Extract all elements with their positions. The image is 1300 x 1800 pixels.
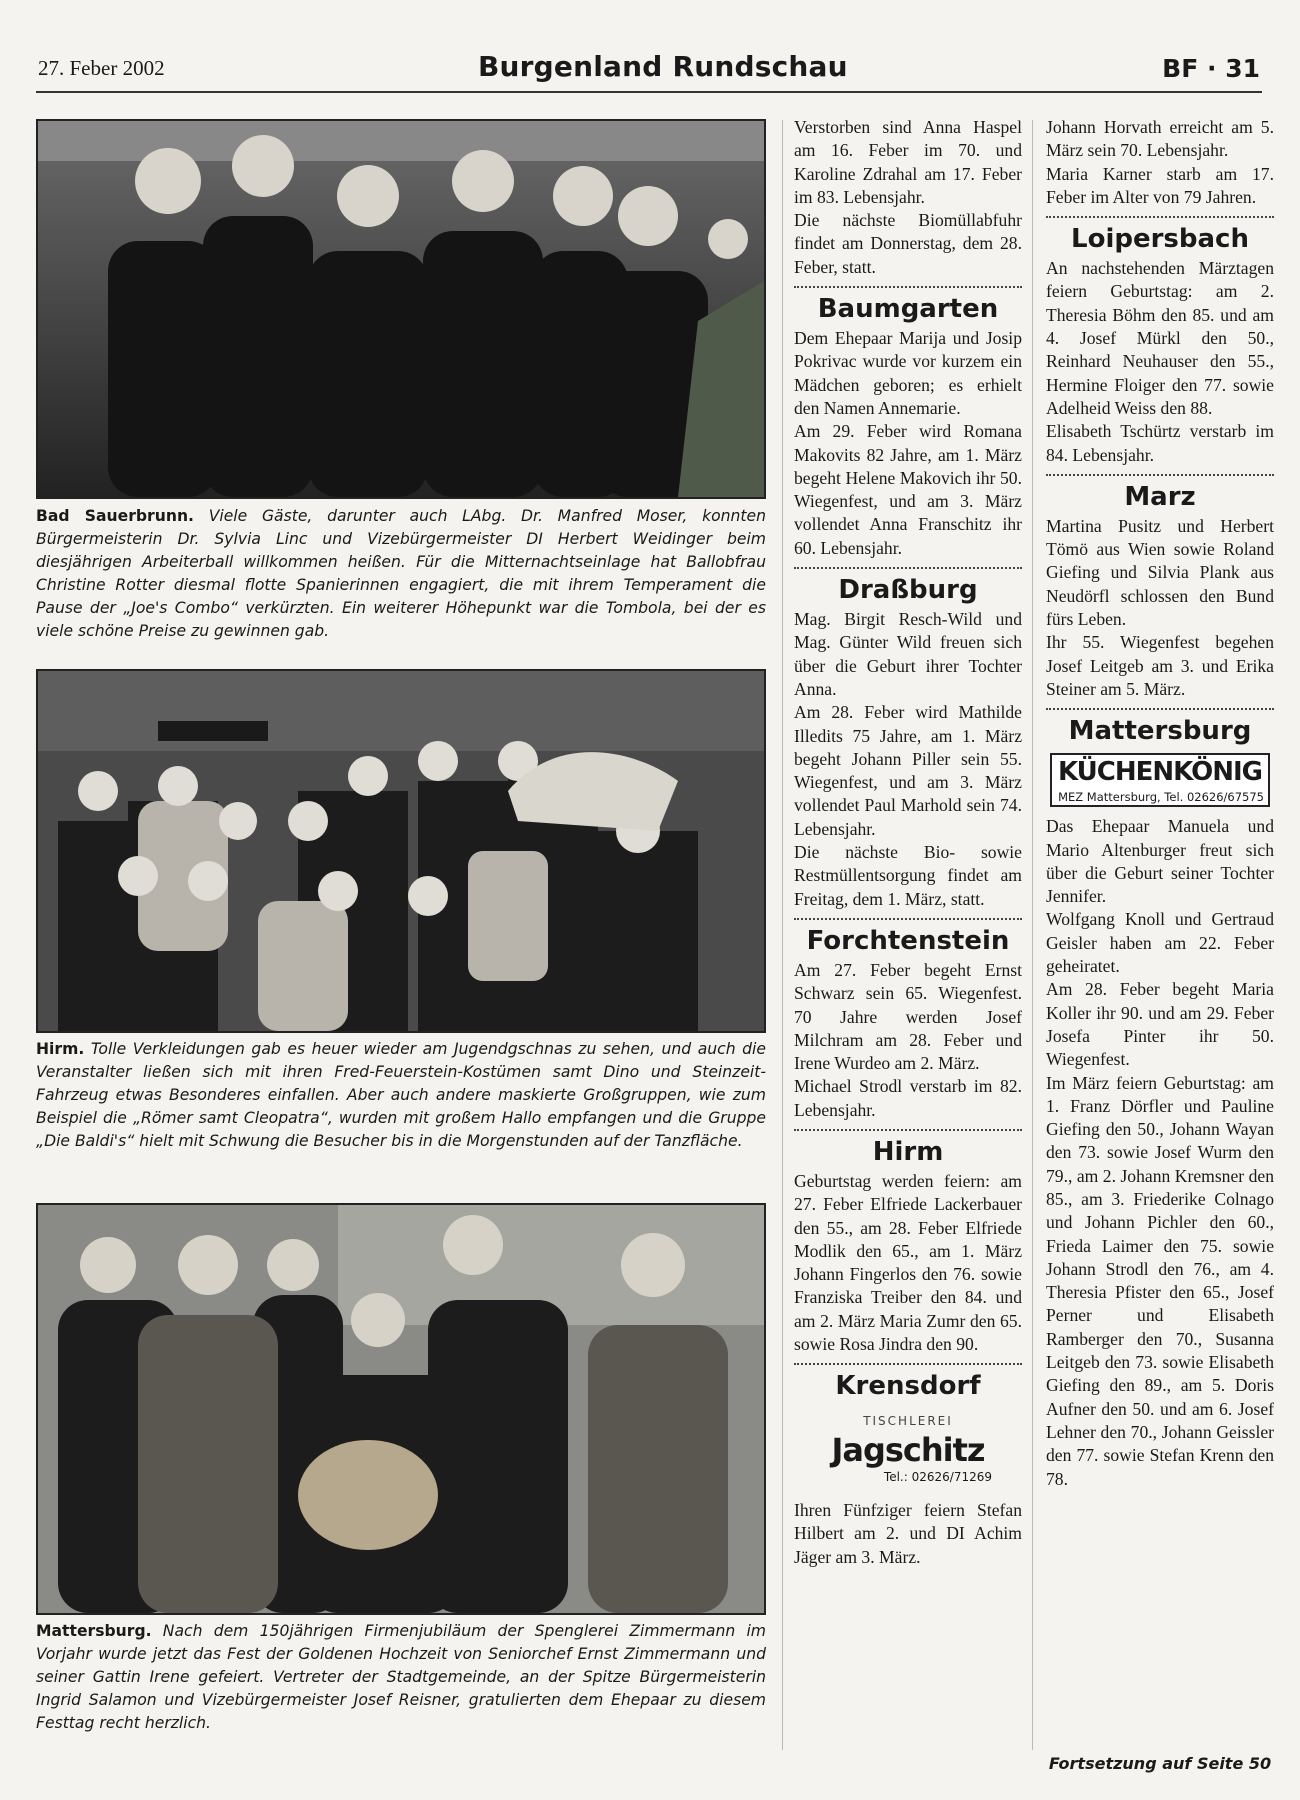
section-paragraph: Mag. Birgit Resch-Wild und Mag. Günter Wild freuen sich über die Geburt ihrer Tochter Anna.	[794, 609, 1022, 699]
dotted-divider	[1046, 708, 1274, 710]
dotted-divider	[794, 1363, 1022, 1365]
newspaper-title: Burgenland Rundschau	[478, 50, 848, 83]
photo-hirm	[36, 669, 766, 1033]
dotted-divider	[1046, 216, 1274, 218]
section-paragraph: Am 28. Feber wird Mathilde Illedits 75 Jahre, am 1. März begeht Johann Piller sein 55. Wiegenfest, und am 3. März vollendet Paul Marhold sein 74. Lebensjahr.	[794, 702, 1022, 839]
section-title: Forchtenstein	[806, 925, 1010, 956]
ad-tagline: TISCHLEREI	[863, 1414, 953, 1429]
ad-jagschitz	[794, 1410, 1022, 1489]
photo-bad-sauerbrunn	[36, 119, 766, 499]
photo-mattersburg	[36, 1203, 766, 1615]
section-paragraph: Martina Pusitz und Herbert Tömö aus Wien sowie Roland Giefing und Silvia Plank aus Neudörfl schlossen den Bund fürs Leben.	[1046, 515, 1274, 630]
section-paragraph: Dem Ehepaar Marija und Josip Pokrivac wurde vor kurzem ein Mädchen geboren; es erhielt den Namen Annemarie.	[794, 328, 1022, 418]
section-paragraph: Wolfgang Knoll und Gertraud Geisler haben am 22. Feber geheiratet.	[1046, 909, 1274, 977]
dotted-divider	[794, 567, 1022, 569]
section-paragraph: Das Ehepaar Manuela und Mario Altenburger freut sich über die Geburt seiner Tochter Jennifer.	[1046, 816, 1274, 907]
section-paragraph: Am 27. Feber begeht Ernst Schwarz sein 65. Wiegenfest. 70 Jahre werden Josef Milchram am 28. Feber und Irene Wurdeo am 2. März.	[794, 959, 1022, 1074]
waste-notice: Die nächste Biomüllabfuhr findet am Donnerstag, dem 28. Feber, statt.	[794, 210, 1022, 277]
death-notice: Maria Karner starb am 17. Feber im Alter von 79 Jahren.	[1046, 163, 1274, 207]
dotted-divider	[1046, 474, 1274, 476]
news-column-1	[794, 116, 1022, 1569]
ad-phone: Tel.: 02626/71269	[883, 1469, 992, 1484]
section-paragraph: Im März feiern Geburtstag: am 1. Franz Dörfler und Pauline Giefing den 50., Johann Wayan den 73. sowie Josef Wurm den 79., am 2. Johann Kremsner den 85., am 3. Friederike Colnago und Johann Pichler den 60., Frieda Laimer den 75. sowie Johann Strodl den 76., am 4. Theresia Pfister den 65., Josef Perner und Elisabeth Ramberger den 70., Susanna Leitgeb den 73. sowie Elisabeth Giefing den 89., am 5. Doris Aufner den 50. und am 6. Josef Lehner den 70., Johann Geissler den 77. sowie Stefan Krenn den 78.	[1046, 1072, 1274, 1489]
page-number: BF · 31	[1162, 54, 1260, 83]
section-title: Krensdorf	[835, 1371, 981, 1402]
ad-kuechenkoenig	[1050, 753, 1270, 807]
issue-date: 27. Feber 2002	[38, 56, 165, 80]
section-paragraph: Geburtstag werden feiern: am 27. Feber Elfriede Lackerbauer den 55., am 28. Feber Elfriede Modlik den 65., am 1. März Johann Fingerlos den 76. sowie Franziska Treiber den 84. und am 2. März Maria Zumr den 65. sowie Rosa Jindra den 90.	[794, 1170, 1022, 1355]
dotted-divider	[794, 286, 1022, 288]
section-paragraph: An nachstehenden Märztagen feiern Geburtstag: am 2. Theresia Böhm den 85. und am 4. Josef Mürkl den 50., Reinhard Neuhauser den 55., Hermine Floiger den 77. sowie Adelheid Weiss den 88.	[1046, 258, 1274, 418]
dotted-divider	[794, 918, 1022, 920]
section-title: Hirm	[872, 1136, 944, 1167]
ad-brand: Jagschitz	[831, 1430, 985, 1469]
caption-bad-sauerbrunn: Bad Sauerbrunn. Viele Gäste, darunter auch LAbg. Dr. Manfred Moser, konnten Bürgermeisterin Dr. Sylvia Linc und Vizebürgermeister DI Herbert Weidinger beim diesjährigen Arbeiterball willkommen heißen. Für die Mitternachtseinlage hat Ballobfrau Christine Rotter diesmal flotte Spanierinnen engagiert, die mit ihrem Temperament die Pause der „Joe's Combo“ verkürzten. Ein weiterer Höhepunkt war die Tombola, bei der es viele schöne Preise zu gewinnen gab.	[36, 507, 766, 640]
section-title: Marz	[1124, 481, 1196, 512]
section-title: Mattersburg	[1068, 716, 1252, 747]
section-paragraph: Michael Strodl verstarb im 82. Lebensjahr.	[794, 1076, 1022, 1120]
caption-hirm: Hirm. Tolle Verkleidungen gab es heuer wieder am Jugendgschnas zu sehen, und auch die Veranstalter ließen sich mit ihren Fred-Feuerstein-Kostümen samt Dino und Steinzeit-Fahrzeug etwas Besonderes einfallen. Aber auch andere maskierte Großgruppen, wie zum Beispiel die „Römer samt Cleopatra“, wurden mit großem Hallo empfangen und die Gruppe „Die Baldi's“ hielt mit Schwung die Besucher bis in die Morgenstunden auf der Tanzfläche.	[36, 1040, 766, 1150]
ad-address: MEZ Mattersburg, Tel. 02626/67575	[1058, 790, 1264, 805]
birthday-notice: Johann Horvath erreicht am 5. März sein 70. Lebensjahr.	[1046, 117, 1274, 161]
section-paragraph: Ihren Fünfziger feiern Stefan Hilbert am 2. und DI Achim Jäger am 3. März.	[794, 1499, 1022, 1567]
death-notice: Verstorben sind Anna Haspel am 16. Feber im 70. und Karoline Zdrahal am 17. Feber im 83. Lebensjahr.	[794, 117, 1022, 207]
column-divider	[1032, 120, 1033, 1750]
section-paragraph: Die nächste Bio- sowie Restmüllentsorgung findet am Freitag, dem 1. März, statt.	[794, 842, 1022, 909]
caption-mattersburg: Mattersburg. Nach dem 150jährigen Firmenjubiläum der Spenglerei Zimmermann im Vorjahr wurde jetzt das Fest der Goldenen Hochzeit von Seniorchef Ernst Zimmermann und seiner Gattin Irene gefeiert. Vertreter der Stadtgemeinde, an der Spitze Bürgermeisterin Ingrid Salamon und Vizebürgermeister Josef Reisner, gratulierten dem Ehepaar zu diesem Festtag recht herzlich.	[36, 1622, 766, 1732]
column-divider	[782, 120, 783, 1750]
section-paragraph: Ihr 55. Wiegenfest begehen Josef Leitgeb am 3. und Erika Steiner am 5. März.	[1046, 632, 1274, 699]
section-paragraph: Elisabeth Tschürtz verstarb im 84. Lebensjahr.	[1046, 421, 1274, 465]
section-title: Draßburg	[838, 575, 978, 606]
news-column-2	[1046, 116, 1274, 1491]
section-title: Loipersbach	[1071, 224, 1249, 255]
section-paragraph: Am 28. Feber begeht Maria Koller ihr 90. und am 29. Feber Josefa Pinter ihr 50. Wiegenfest.	[1046, 979, 1274, 1070]
ad-brand: KÜCHENKÖNIG	[1057, 757, 1263, 788]
continued-on-page: Fortsetzung auf Seite 50	[1048, 1754, 1272, 1773]
section-paragraph: Am 29. Feber wird Romana Makovits 82 Jahre, am 1. März begeht Helene Makovich ihr 50. Wiegenfest, und am 3. März vollendet Anna Franschitz ihr 60. Lebensjahr.	[794, 421, 1022, 558]
section-title: Baumgarten	[817, 294, 999, 325]
header-rule	[36, 91, 1262, 93]
dotted-divider	[794, 1129, 1022, 1131]
